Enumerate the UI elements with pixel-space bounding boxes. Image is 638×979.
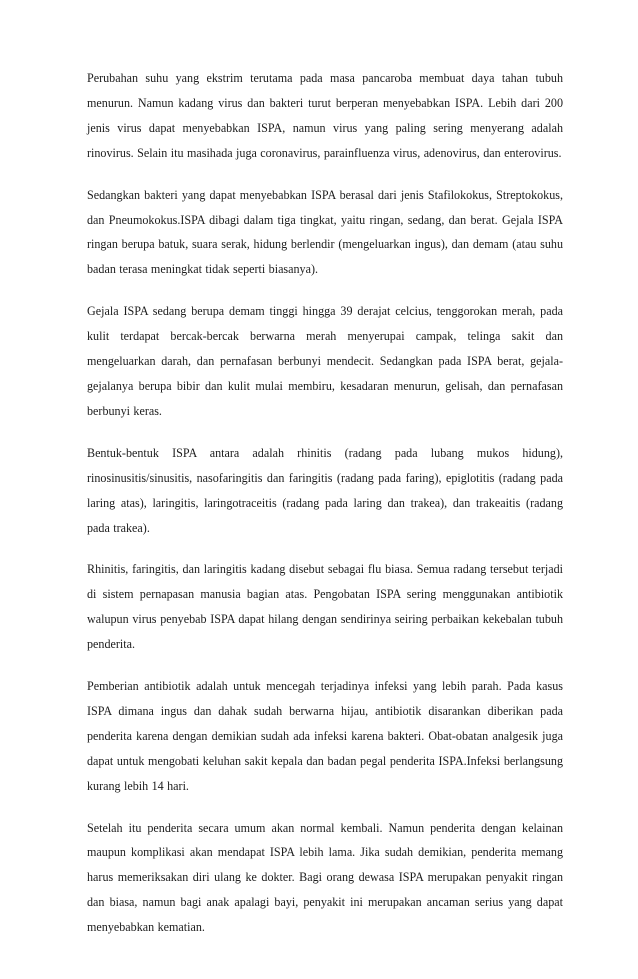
paragraph-gejala-sedang-dan-berat: Gejala ISPA sedang berupa demam tinggi hingga 39 derajat celcius, tenggorokan merah, pada kulit terdapat bercak-bercak berwarna merah menyerupai campak, telinga sakit dan mengeluarkan darah, dan pernafasan berbunyi mendecit. Sedangkan pada ISPA berat, gejala-gejalanya berupa bibir dan kulit mulai membiru, kesadaran menurun, gelisah, dan pernafasan berbunyi keras. [87,304,563,418]
document-body [87,66,563,957]
paragraph-antibiotik: Pemberian antibiotik adalah untuk mencegah terjadinya infeksi yang lebih parah. Pada kasus ISPA dimana ingus dan dahak sudah berwarna hijau, antibiotik disarankan diberikan pada penderita karena dengan demikian sudah ada infeksi karena bakteri. Obat-obatan analgesik juga dapat untuk mengobati keluhan sakit kepala dan badan pegal penderita ISPA.Infeksi berlangsung kurang lebih 14 hari. [87,679,563,793]
paragraph-bentuk-ispa: Bentuk-bentuk ISPA antara adalah rhinitis (radang pada lubang mukos hidung), rinosinusitis/sinusitis, nasofaringitis dan faringitis (radang pada faring), epiglotitis (radang pada laring atas), laringitis, laringotraceitis (radang pada laring dan trakea), dan trakeaitis (radang pada trakea). [87,445,563,535]
paragraph-pengobatan: Rhinitis, faringitis, dan laringitis kadang disebut sebagai flu biasa. Semua radang tersebut terjadi di sistem pernapasan manusia bagian atas. Pengobatan ISPA sering menggunakan antibiotik walupun virus penyebab ISPA dapat hilang dengan sendirinya seiring perbaikan kekebalan tubuh penderita. [87,562,563,652]
paragraph-pemulihan: Setelah itu penderita secara umum akan normal kembali. Namun penderita dengan kelainan maupun komplikasi akan mendapat ISPA lebih lama. Jika sudah demikian, penderita memang harus memeriksakan diri ulang ke dokter. Bagi orang dewasa ISPA merupakan penyakit ringan dan biasa, namun bagi anak apalagi bayi, penyakit ini merupakan ancaman serius yang dapat menyebabkan kematian. [87,820,563,935]
paragraph-bakteri-dan-gejala-ringan: Sedangkan bakteri yang dapat menyebabkan ISPA berasal dari jenis Stafilokokus, Streptokokus, dan Pneumokokus.ISPA dibagi dalam tiga tingkat, yaitu ringan, sedang, dan berat. Gejala ISPA ringan berupa batuk, suara serak, hidung berlendir (mengeluarkan ingus), dan demam (atau suhu badan terasa meningkat tidak seperti biasanya). [87,187,563,277]
paragraph-penyebab-ispa: Perubahan suhu yang ekstrim terutama pada masa pancaroba membuat daya tahan tubuh menurun. Namun kadang virus dan bakteri turut berperan menyebabkan ISPA. Lebih dari 200 jenis virus dapat menyebabkan ISPA, namun virus yang paling sering menyerang adalah rinovirus. Selain itu masihada juga coronavirus, parainfluenza virus, adenovirus, dan enterovirus. [87,71,563,160]
